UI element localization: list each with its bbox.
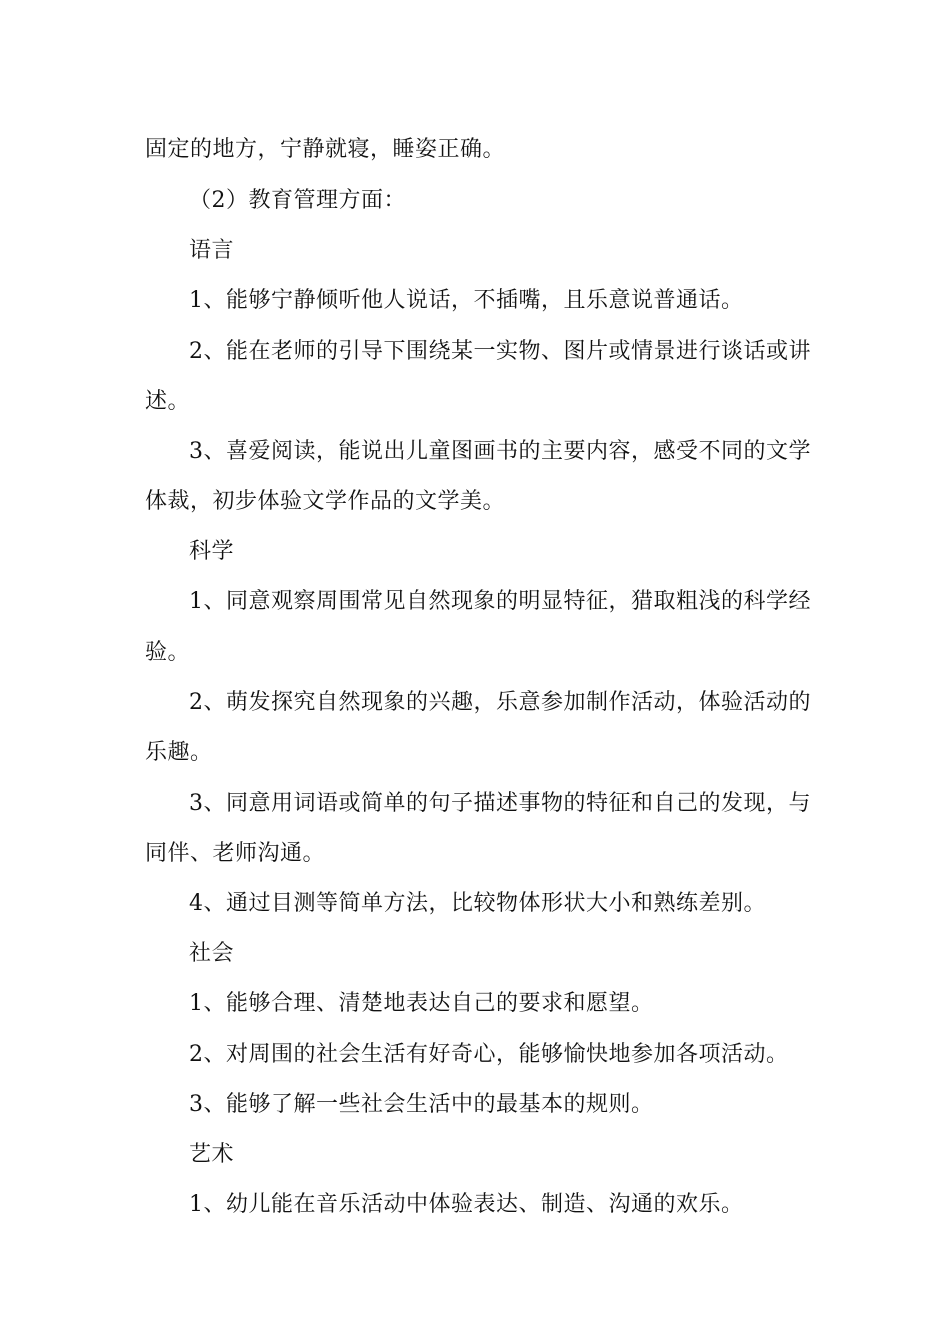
text-line: 2、萌发探究自然现象的兴趣，乐意参加制作活动，体验活动的 bbox=[189, 690, 811, 715]
text-line: 1、同意观察周围常见自然现象的明显特征，猎取粗浅的科学经 bbox=[189, 589, 811, 614]
text-line: 验。 bbox=[145, 640, 191, 665]
text-line: 乐趣。 bbox=[145, 740, 213, 765]
text-line: 1、能够宁静倾听他人说话，不插嘴，且乐意说普通话。 bbox=[189, 288, 744, 313]
text-line: 3、能够了解一些社会生活中的最基本的规则。 bbox=[189, 1092, 654, 1117]
text-line: 3、同意用词语或简单的句子描述事物的特征和自己的发现，与 bbox=[189, 791, 811, 816]
text-line: 同伴、老师沟通。 bbox=[145, 841, 326, 866]
text-line: 2、对周围的社会生活有好奇心，能够愉快地参加各项活动。 bbox=[189, 1042, 789, 1067]
text-line: 4、通过目测等简单方法，比较物体形状大小和熟练差别。 bbox=[189, 891, 766, 916]
subject-heading-science: 科学 bbox=[189, 539, 235, 564]
text-line: 1、能够合理、清楚地表达自己的要求和愿望。 bbox=[189, 991, 654, 1016]
text-line: 3、喜爱阅读，能说出儿童图画书的主要内容，感受不同的文学 bbox=[189, 439, 811, 464]
text-line: 述。 bbox=[145, 389, 191, 414]
subject-heading-society: 社会 bbox=[189, 941, 235, 966]
text-line: 体裁，初步体验文学作品的文学美。 bbox=[145, 489, 506, 514]
text-line: 2、能在老师的引导下围绕某一实物、图片或情景进行谈话或讲 bbox=[189, 339, 811, 364]
subject-heading-language: 语言 bbox=[189, 238, 235, 263]
subject-heading-art: 艺术 bbox=[189, 1142, 235, 1167]
text-line: 1、幼儿能在音乐活动中体验表达、制造、沟通的欢乐。 bbox=[189, 1192, 744, 1217]
text-line: 固定的地方，宁静就寝，睡姿正确。 bbox=[145, 137, 506, 162]
section-heading: （2）教育管理方面： bbox=[189, 188, 406, 213]
